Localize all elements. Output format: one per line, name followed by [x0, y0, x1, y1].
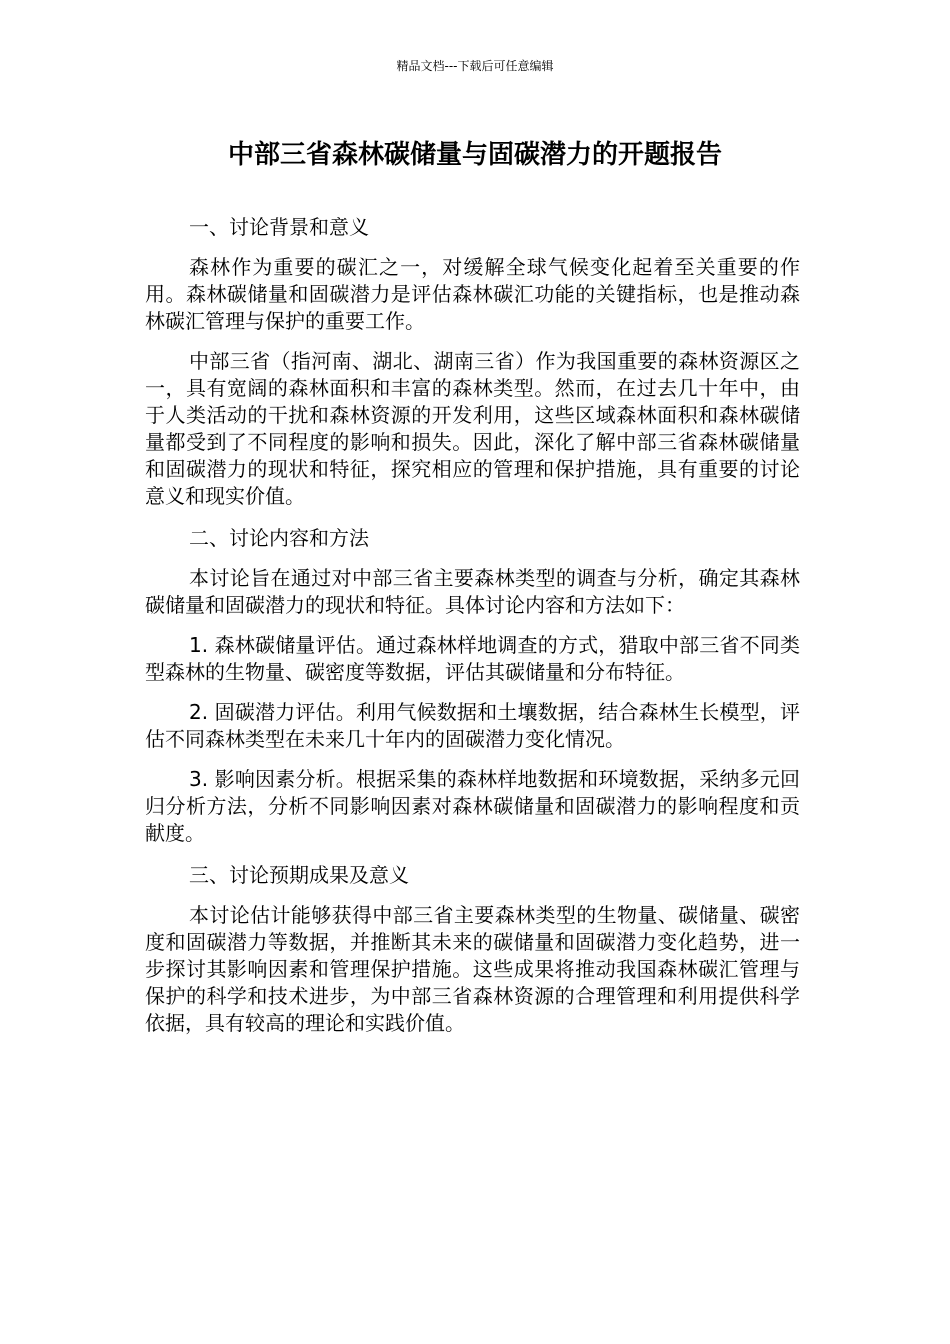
section-heading: 二、讨论内容和方法: [189, 526, 369, 550]
section-heading: 一、讨论背景和意义: [189, 215, 369, 239]
paragraph: 本讨论估计能够获得中部三省主要森林类型的生物量、碳储量、碳密度和固碳潜力等数据，并推断其未来的碳储量和固碳潜力变化趋势，进一步探讨其影响因素和管理保护措施。这些成果将推动我国森林碳汇管理与保护的科学和技术进步，为中部三省森林资源的合理管理和利用提供科学依据，具有较高的理论和实践价值。: [145, 903, 800, 1035]
document-title: 中部三省森林碳储量与固碳潜力的开题报告: [227, 140, 722, 170]
list-item-paragraph: 1. 森林碳储量评估。通过森林样地调查的方式，猎取中部三省不同类型森林的生物量、碳密度等数据，评估其碳储量和分布特征。: [145, 633, 800, 684]
document-body: [145, 212, 800, 1050]
section-heading: 三、讨论预期成果及意义: [189, 863, 409, 887]
section-expected-results: [145, 860, 800, 1037]
section-content-methods: [145, 523, 800, 847]
paragraph: 本讨论旨在通过对中部三省主要森林类型的调查与分析，确定其森林碳储量和固碳潜力的现状和特征。具体讨论内容和方法如下：: [145, 566, 800, 617]
list-item-paragraph: 2. 固碳潜力评估。利用气候数据和土壤数据，结合森林生长模型，评估不同森林类型在未来几十年内的固碳潜力变化情况。: [145, 700, 800, 751]
section-background: [145, 212, 800, 510]
list-item-paragraph: 3. 影响因素分析。根据采集的森林样地数据和环境数据，采纳多元回归分析方法，分析不同影响因素对森林碳储量和固碳潜力的影响程度和贡献度。: [145, 767, 800, 845]
paragraph: 中部三省（指河南、湖北、湖南三省）作为我国重要的森林资源区之一，具有宽阔的森林面积和丰富的森林类型。然而，在过去几十年中，由于人类活动的干扰和森林资源的开发利用，这些区域森林面积和森林碳储量都受到了不同程度的影响和损失。因此，深化了解中部三省森林碳储量和固碳潜力的现状和特征，探究相应的管理和保护措施，具有重要的讨论意义和现实价值。: [145, 349, 800, 508]
paragraph: 森林作为重要的碳汇之一，对缓解全球气候变化起着至关重要的作用。森林碳储量和固碳潜力是评估森林碳汇功能的关键指标，也是推动森林碳汇管理与保护的重要工作。: [145, 255, 800, 333]
page-header: 精品文档---下载后可任意编辑: [396, 59, 554, 73]
